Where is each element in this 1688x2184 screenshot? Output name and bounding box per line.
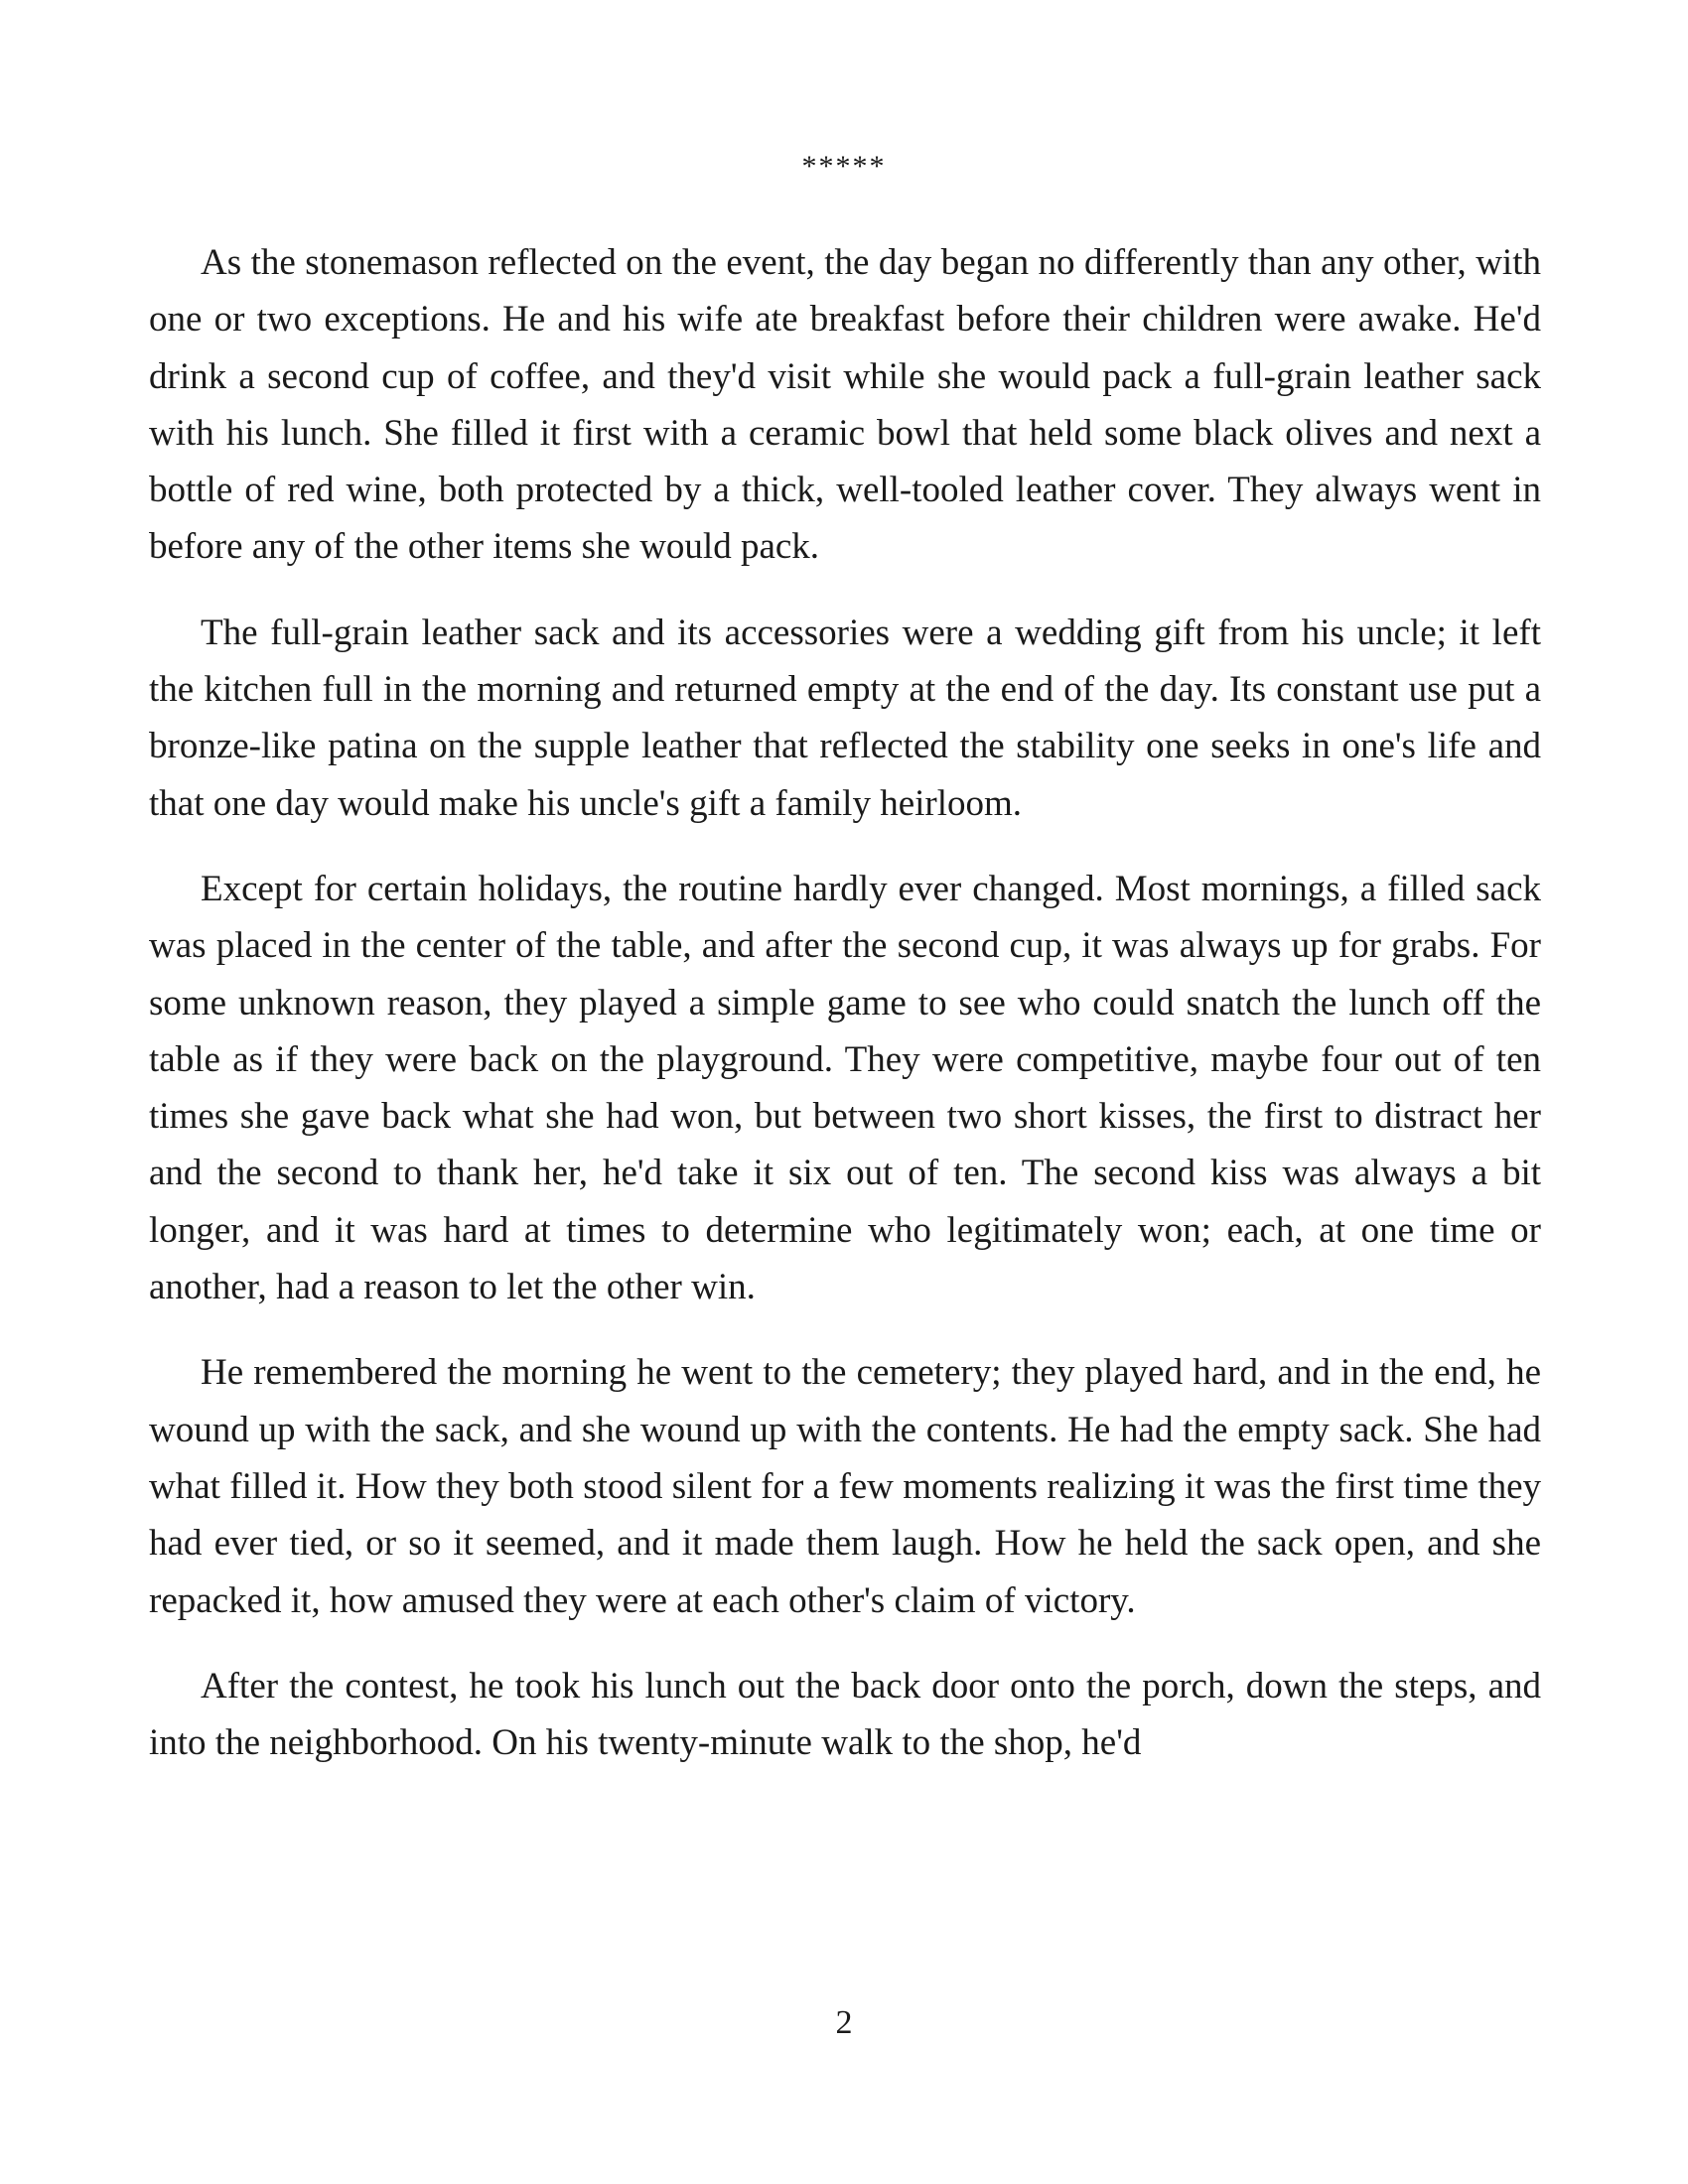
section-separator: ***** (801, 150, 887, 183)
paragraph: Except for certain holidays, the routine hardly ever changed. Most mornings, a filled sack was placed in the center of the table, and after the second cup, it was always up for grabs. For some unknown reason, they played a simple game to see who could snatch the lunch off the table as if they were back on the playground. They were competitive, maybe four out of ten times she gave back what she had won, but between two short kisses, the first to distract her and the second to thank her, he'd take it six out of ten. The second kiss was always a bit longer, and it was hard at times to determine who legitimately won; each, at one time or another, had a reason to let the other win. (149, 868, 1541, 1308)
paragraph: After the contest, he took his lunch out the back door onto the porch, down the steps, and into the neighborhood. On his twenty-minute walk to the shop, he'd (149, 1665, 1541, 1764)
page-number: 2 (835, 2004, 853, 2041)
paragraph: As the stonemason reflected on the event, the day began no differently than any other, with one or two exceptions. He and his wife ate breakfast before their children were awake. He'd drink a second cup of coffee, and they'd visit while she would pack a full-grain leather sack with his lunch. She filled it first with a ceramic bowl that held some black olives and next a bottle of red wine, both protected by a thick, well-tooled leather cover. They always went in before any of the other items she would pack. (149, 242, 1541, 568)
paragraph: The full-grain leather sack and its accessories were a wedding gift from his uncle; it left the kitchen full in the morning and returned empty at the end of the day. Its constant use put a bronze-like patina on the supple leather that reflected the stability one seeks in one's life and that one day would make his uncle's gift a family heirloom. (149, 612, 1541, 824)
paragraph: He remembered the morning he went to the cemetery; they played hard, and in the end, he wound up with the sack, and she wound up with the contents. He had the empty sack. She had what filled it. How they both stood silent for a few moments realizing it was the first time they had ever tied, or so it seemed, and it made them laugh. How he held the sack open, and she repacked it, how amused they were at each other's claim of victory. (149, 1352, 1541, 1621)
body-text (149, 234, 1541, 1800)
